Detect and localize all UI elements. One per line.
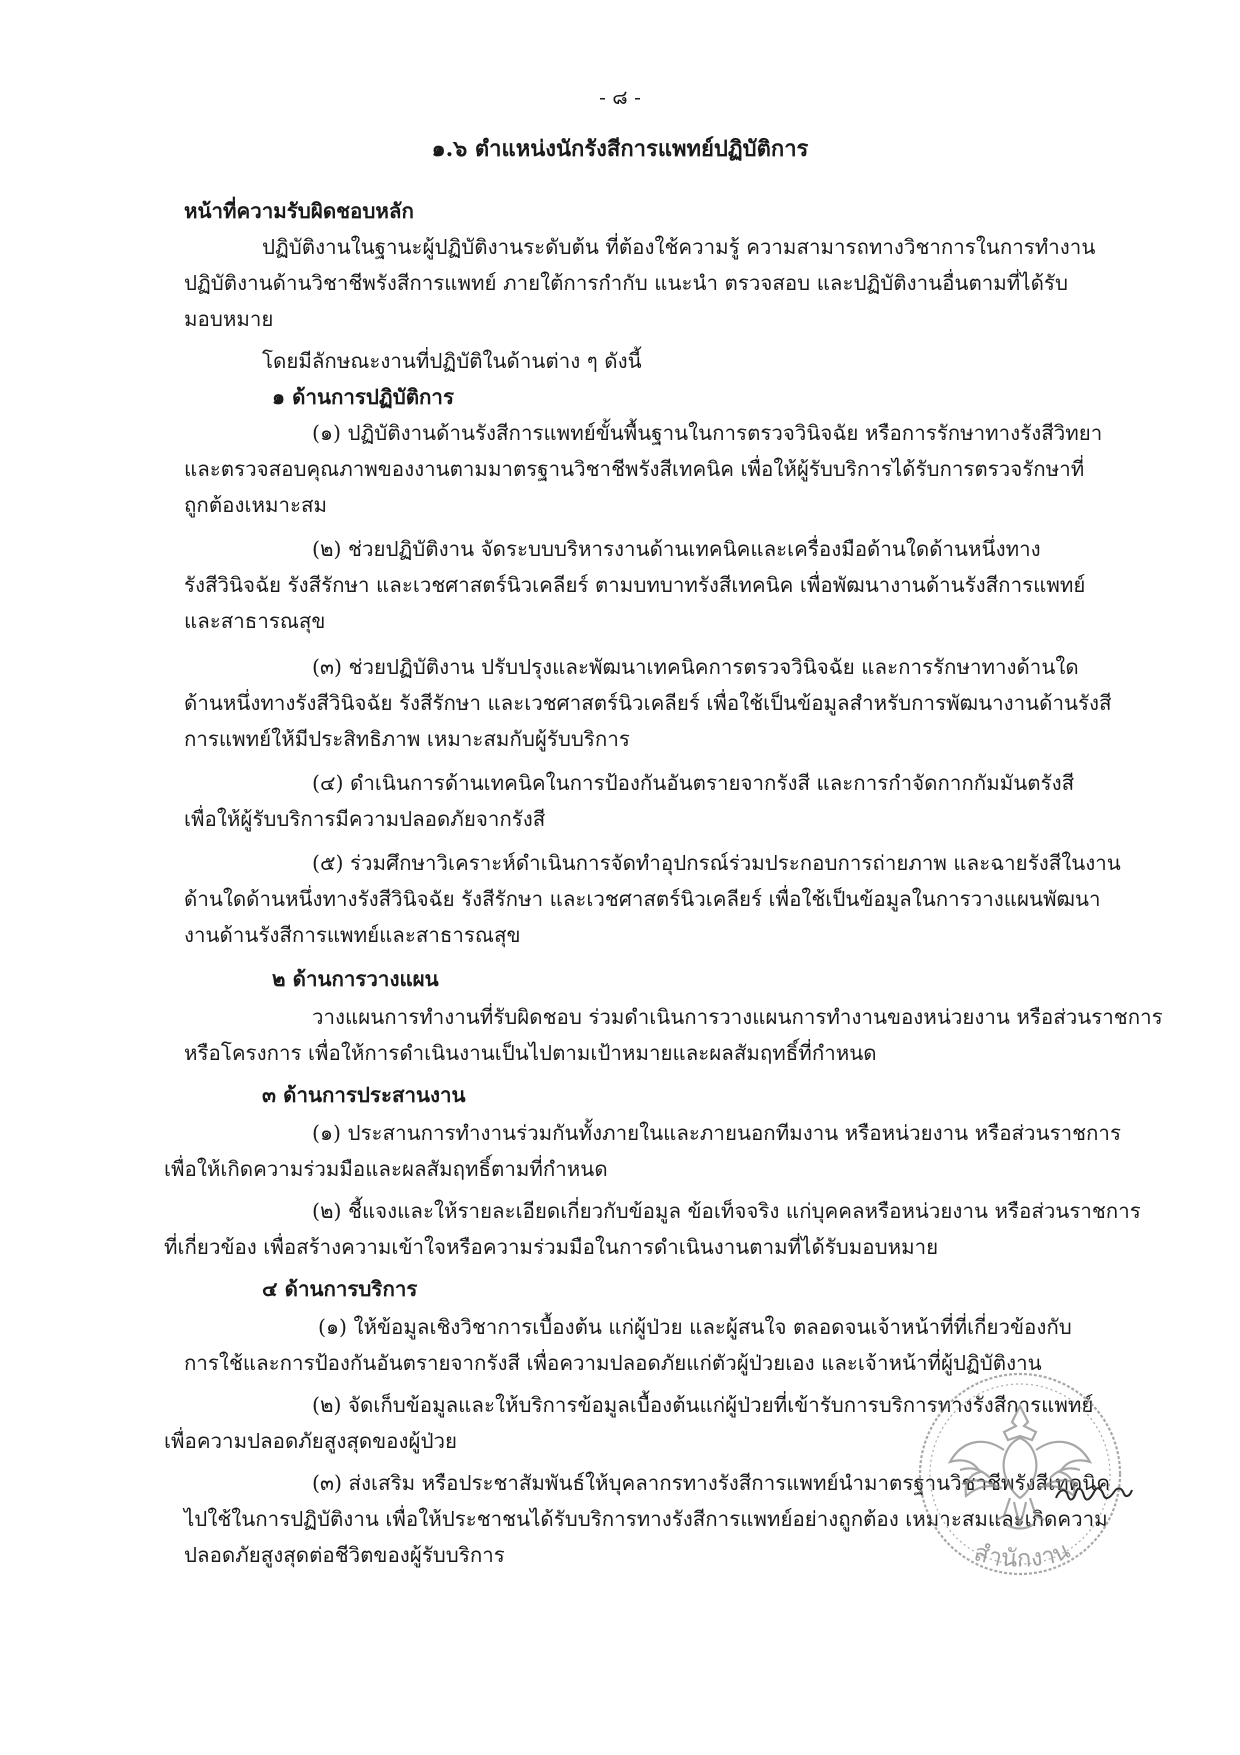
paragraph-line: วางแผนการทำงานที่รับผิดชอบ ร่วมดำเนินการวางแผนการทำงานของหน่วยงาน หรือส่วนราชการ [312,1005,1163,1029]
section-title: ๑.๖ ตำแหน่งนักรังสีการแพทย์ปฏิบัติการ [431,136,809,162]
list-item-line: ถูกต้องเหมาะสม [184,493,328,517]
list-item-line: ปลอดภัยสูงสุดต่อชีวิตของผู้รับบริการ [184,1543,505,1567]
list-item-line: ที่เกี่ยวข้อง เพื่อสร้างความเข้าใจหรือความร่วมมือในการดำเนินงานตามที่ได้รับมอบหมาย [164,1235,939,1259]
list-item-line: (๑) ปฏิบัติงานด้านรังสีการแพทย์ขั้นพื้นฐานในการตรวจวินิจฉัย หรือการรักษาทางรังสีวิทยา [312,421,1103,445]
list-item-line: (๑) ให้ข้อมูลเชิงวิชาการเบื้องต้น แก่ผู้ป่วย และผู้สนใจ ตลอดจนเจ้าหน้าที่ที่เกี่ยวข้องกับ [318,1315,1072,1339]
list-item-line: (๔) ดำเนินการด้านเทคนิคในการป้องกันอันตรายจากรังสี และการกำจัดกากกัมมันตรังสี [312,771,1075,795]
list-item-line: (๓) ช่วยปฏิบัติงาน ปรับปรุงและพัฒนาเทคนิคการตรวจวินิจฉัย และการรักษาทางด้านใด [312,655,1079,679]
seal-text: สำนักงาน [971,1536,1075,1573]
list-item-line: (๓) ส่งเสริม หรือประชาสัมพันธ์ให้บุคลากรทางรังสีการแพทย์นำมาตรฐานวิชาชีพรังสีเทคนิค [312,1471,1111,1495]
list-item-line: เพื่อความปลอดภัยสูงสุดของผู้ป่วย [164,1429,458,1453]
paragraph-line: หรือโครงการ เพื่อให้การดำเนินงานเป็นไปตามเป้าหมายและผลสัมฤทธิ์ที่กำหนด [184,1041,877,1065]
intro-line: มอบหมาย [184,307,274,331]
list-item-line: การใช้และการป้องกันอันตรายจากรังสี เพื่อความปลอดภัยแก่ตัวผู้ป่วยเอง และเจ้าหน้าที่ผู้ปฏิบัติงาน [184,1351,1042,1375]
list-item-line: และสาธารณสุข [184,609,326,633]
intro-line: ปฏิบัติงานด้านวิชาชีพรังสีการแพทย์ ภายใต้การกำกับ แนะนำ ตรวจสอบ และปฏิบัติงานอื่นตามที่ได้รับ [184,271,1068,295]
section-heading-operations: ๑ ด้านการปฏิบัติการ [272,385,454,409]
list-item-line: (๒) ช่วยปฏิบัติงาน จัดระบบบริหารงานด้านเทคนิคและเครื่องมือด้านใดด้านหนึ่งทาง [312,537,1041,561]
list-item-line: งานด้านรังสีการแพทย์และสาธารณสุข [184,923,521,947]
duties-heading: หน้าที่ความรับผิดชอบหลัก [184,199,414,223]
section-heading-service: ๔ ด้านการบริการ [262,1277,418,1301]
list-item-line: รังสีวินิจฉัย รังสีรักษา และเวชศาสตร์นิวเคลียร์ ตามบทบาทรังสีเทคนิค เพื่อพัฒนางานด้านรังสีการแพทย์ [184,573,1086,597]
section-heading-coordination: ๓ ด้านการประสานงาน [262,1083,466,1107]
list-item-line: (๒) จัดเก็บข้อมูลและให้บริการข้อมูลเบื้องต้นแก่ผู้ป่วยที่เข้ารับการบริการทางรังสีการแพทย์ [312,1393,1094,1417]
intro-line: ปฏิบัติงานในฐานะผู้ปฏิบัติงานระดับต้น ที่ต้องใช้ความรู้ ความสามารถทางวิชาการในการทำงาน [262,235,1096,259]
section-heading-planning: ๒ ด้านการวางแผน [272,967,439,991]
list-item-line: (๒) ชี้แจงและให้รายละเอียดเกี่ยวกับข้อมูล ข้อเท็จจริง แก่บุคคลหรือหน่วยงาน หรือส่วนราชการ [312,1199,1141,1223]
list-item-line: และตรวจสอบคุณภาพของงานตามมาตรฐานวิชาชีพรังสีเทคนิค เพื่อให้ผู้รับบริการได้รับการตรวจรักษาที่ [184,457,1085,481]
page-number: - ๘ - [599,85,641,109]
garuda-emblem-icon [910,1366,1130,1582]
list-item-line: ด้านใดด้านหนึ่งทางรังสีวินิจฉัย รังสีรักษา และเวชศาสตร์นิวเคลียร์ เพื่อใช้เป็นข้อมูลในการวางแผนพัฒนา [184,887,1101,911]
list-item-line: (๑) ประสานการทำงานร่วมกันทั้งภายในและภายนอกทีมงาน หรือหน่วยงาน หรือส่วนราชการ [312,1121,1121,1145]
handwritten-signature-icon [1054,1478,1134,1508]
official-seal [910,1366,1130,1582]
intro-line: โดยมีลักษณะงานที่ปฏิบัติในด้านต่าง ๆ ดังนี้ [262,349,642,373]
list-item-line: ไปใช้ในการปฏิบัติงาน เพื่อให้ประชาชนได้รับบริการทางรังสีการแพทย์อย่างถูกต้อง เหมาะสมและเกิดความ [184,1507,1108,1531]
list-item-line: เพื่อให้ผู้รับบริการมีความปลอดภัยจากรังสี [184,807,546,831]
list-item-line: (๕) ร่วมศึกษาวิเคราะห์ดำเนินการจัดทำอุปกรณ์ร่วมประกอบการถ่ายภาพ และฉายรังสีในงาน [312,851,1121,875]
list-item-line: การแพทย์ให้มีประสิทธิภาพ เหมาะสมกับผู้รับบริการ [184,727,630,751]
list-item-line: ด้านหนึ่งทางรังสีวินิจฉัย รังสีรักษา และเวชศาสตร์นิวเคลียร์ เพื่อใช้เป็นข้อมูลสำหรับการพัฒนางานด้านรังสี [184,691,1112,715]
list-item-line: เพื่อให้เกิดความร่วมมือและผลสัมฤทธิ์ตามที่กำหนด [164,1157,608,1181]
